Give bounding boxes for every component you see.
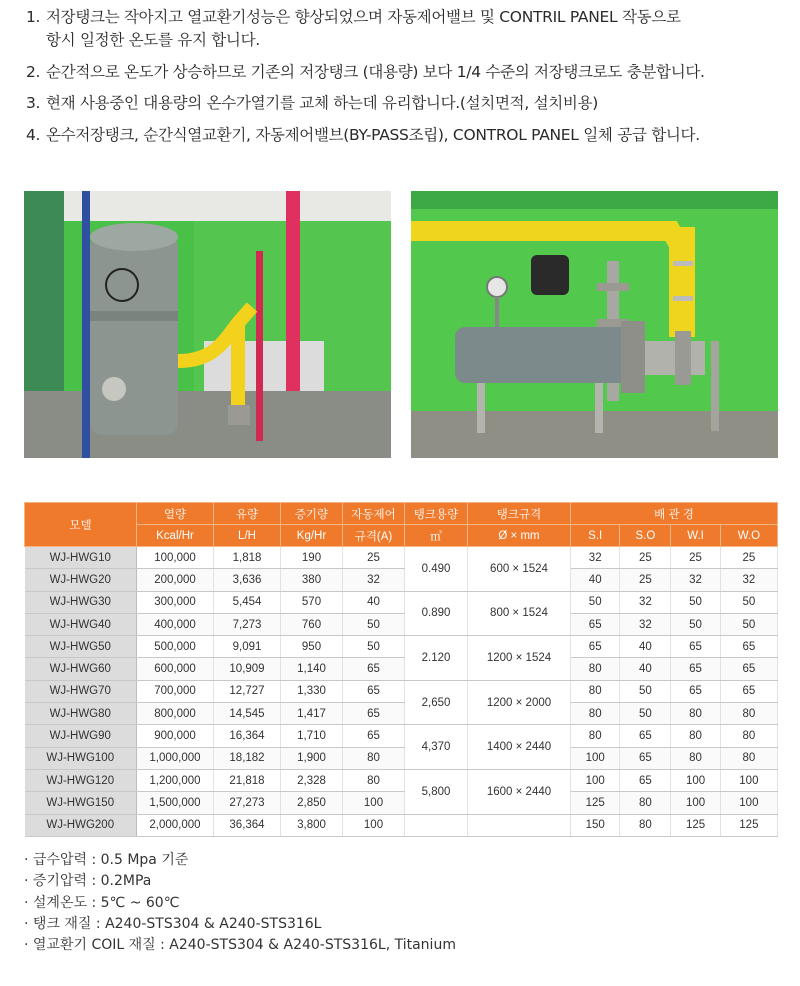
cell-model: WJ-HWG60 — [25, 658, 137, 680]
cell-tank-spec: 1200 × 1524 — [468, 636, 571, 681]
cell-so: 50 — [620, 703, 671, 725]
cell-valve: 50 — [343, 613, 405, 635]
cell-model: WJ-HWG10 — [25, 547, 137, 569]
cell-flow: 5,454 — [214, 591, 281, 613]
cell-model: WJ-HWG20 — [25, 569, 137, 591]
cell-flow: 10,909 — [214, 658, 281, 680]
cell-wi: 65 — [671, 680, 720, 702]
cell-model: WJ-HWG120 — [25, 769, 137, 791]
cell-tank-cap: 2.120 — [405, 636, 468, 681]
cell-wo: 65 — [720, 636, 777, 658]
cell-si: 100 — [571, 769, 620, 791]
cell-si: 65 — [571, 613, 620, 635]
cell-wo: 65 — [720, 658, 777, 680]
spec-coil-material: · 열교환기 COIL 재질 : A240-STS304 & A240-STS316L, Titanium — [24, 937, 456, 954]
spec-design-temp: · 설계온도 : 5℃ ~ 60℃ — [24, 894, 180, 911]
cell-wo: 125 — [720, 814, 777, 836]
unit-valve: 규격(A) — [343, 525, 405, 547]
cell-model: WJ-HWG80 — [25, 703, 137, 725]
cell-heat: 500,000 — [137, 636, 214, 658]
cell-so: 65 — [620, 769, 671, 791]
cell-steam: 1,710 — [281, 725, 343, 747]
spec-water-pressure: · 급수압력 : 0.5 Mpa 기준 — [24, 852, 189, 868]
cell-tank-cap: 0.890 — [405, 591, 468, 636]
cell-wi: 65 — [671, 636, 720, 658]
cell-heat: 1,500,000 — [137, 792, 214, 814]
cell-heat: 400,000 — [137, 613, 214, 635]
unit-flow: L/H — [214, 525, 281, 547]
cell-si: 80 — [571, 725, 620, 747]
cell-steam: 2,328 — [281, 769, 343, 791]
cell-so: 65 — [620, 747, 671, 769]
cell-wi: 65 — [671, 658, 720, 680]
cell-wi: 125 — [671, 814, 720, 836]
cell-heat: 1,200,000 — [137, 769, 214, 791]
cell-tank-spec: 800 × 1524 — [468, 591, 571, 636]
table-row — [25, 725, 778, 747]
cell-steam: 1,417 — [281, 703, 343, 725]
cell-heat: 100,000 — [137, 547, 214, 569]
cell-wi: 80 — [671, 747, 720, 769]
unit-wo: W.O — [720, 525, 777, 547]
cell-heat: 900,000 — [137, 725, 214, 747]
header-tank-cap: 탱크용량 — [405, 503, 468, 525]
table-row — [25, 747, 778, 769]
cell-heat: 800,000 — [137, 703, 214, 725]
note-2: 2. 순간적으로 온도가 상승하므로 기존의 저장탱크 (대용량) 보다 1/4 수준의 저장탱크로도 충분합니다. — [26, 62, 705, 81]
cell-si: 150 — [571, 814, 620, 836]
cell-steam: 950 — [281, 636, 343, 658]
table-header-row — [25, 503, 778, 525]
cell-heat: 2,000,000 — [137, 814, 214, 836]
cell-si: 100 — [571, 747, 620, 769]
heat-exchanger-photo — [411, 191, 778, 458]
table-row — [25, 658, 778, 680]
cell-valve: 100 — [343, 792, 405, 814]
spec-tank-material: · 탱크 재질 : A240-STS304 & A240-STS316L — [24, 915, 322, 932]
cell-so: 50 — [620, 680, 671, 702]
cell-valve: 80 — [343, 747, 405, 769]
cell-valve: 25 — [343, 547, 405, 569]
unit-si: S.I — [571, 525, 620, 547]
cell-model: WJ-HWG90 — [25, 725, 137, 747]
cell-so: 25 — [620, 569, 671, 591]
table-row — [25, 680, 778, 702]
cell-valve: 100 — [343, 814, 405, 836]
cell-steam: 1,330 — [281, 680, 343, 702]
cell-heat: 1,000,000 — [137, 747, 214, 769]
cell-si: 80 — [571, 703, 620, 725]
table-row — [25, 569, 778, 591]
cell-steam: 760 — [281, 613, 343, 635]
cell-wo: 100 — [720, 769, 777, 791]
cell-tank-spec: 1200 × 2000 — [468, 680, 571, 725]
cell-flow: 14,545 — [214, 703, 281, 725]
table-row — [25, 613, 778, 635]
cell-steam: 190 — [281, 547, 343, 569]
cell-model: WJ-HWG30 — [25, 591, 137, 613]
table-row — [25, 703, 778, 725]
cell-valve: 40 — [343, 591, 405, 613]
cell-wi: 25 — [671, 547, 720, 569]
cell-flow: 12,727 — [214, 680, 281, 702]
header-model: 모델 — [25, 503, 137, 547]
cell-heat: 700,000 — [137, 680, 214, 702]
cell-flow: 3,636 — [214, 569, 281, 591]
cell-steam: 1,900 — [281, 747, 343, 769]
cell-valve: 50 — [343, 636, 405, 658]
cell-valve: 65 — [343, 658, 405, 680]
table-row — [25, 769, 778, 791]
cell-tank-cap: 0.490 — [405, 547, 468, 592]
cell-si: 80 — [571, 658, 620, 680]
cell-model: WJ-HWG100 — [25, 747, 137, 769]
cell-wi: 100 — [671, 792, 720, 814]
cell-wo: 50 — [720, 591, 777, 613]
cell-flow: 21,818 — [214, 769, 281, 791]
unit-tank-cap: ㎥ — [405, 525, 468, 547]
cell-flow: 1,818 — [214, 547, 281, 569]
cell-so: 32 — [620, 613, 671, 635]
header-tank-spec: 탱크규격 — [468, 503, 571, 525]
table-row — [25, 814, 778, 836]
note-1: 1. 저장탱크는 작아지고 열교환기성능은 향상되었으며 자동제어밸브 및 CONTRIL PANEL 작동으로 항시 일정한 온도를 유지 합니다. — [26, 8, 681, 49]
storage-tank-photo — [24, 191, 391, 458]
header-flow: 유량 — [214, 503, 281, 525]
cell-so: 65 — [620, 725, 671, 747]
cell-model: WJ-HWG200 — [25, 814, 137, 836]
cell-wi: 100 — [671, 769, 720, 791]
cell-wo: 25 — [720, 547, 777, 569]
table-row — [25, 591, 778, 613]
cell-wi: 80 — [671, 703, 720, 725]
unit-wi: W.I — [671, 525, 720, 547]
cell-tank-spec: 1600 × 2440 — [468, 769, 571, 814]
unit-steam: Kg/Hr — [281, 525, 343, 547]
cell-tank-spec: 600 × 1524 — [468, 547, 571, 592]
cell-si: 40 — [571, 569, 620, 591]
cell-so: 25 — [620, 547, 671, 569]
cell-so: 32 — [620, 591, 671, 613]
unit-heat: Kcal/Hr — [137, 525, 214, 547]
cell-tank-cap: 2,650 — [405, 680, 468, 725]
cell-wi: 50 — [671, 591, 720, 613]
table-unit-row — [25, 525, 778, 547]
note-4: 4. 온수저장탱크, 순간식열교환기, 자동제어밸브(BY-PASS조립), CONTROL PANEL 일체 공급 합니다. — [26, 125, 700, 144]
cell-wo: 65 — [720, 680, 777, 702]
cell-valve: 65 — [343, 703, 405, 725]
spec-list — [24, 850, 456, 956]
cell-steam: 3,800 — [281, 814, 343, 836]
cell-valve: 80 — [343, 769, 405, 791]
note-3: 3. 현재 사용중인 대용량의 온수가열기를 교체 하는데 유리합니다.(설치면적, 설치비용) — [26, 94, 599, 112]
cell-flow: 27,273 — [214, 792, 281, 814]
cell-wi: 32 — [671, 569, 720, 591]
cell-model: WJ-HWG40 — [25, 613, 137, 635]
cell-model: WJ-HWG150 — [25, 792, 137, 814]
unit-so: S.O — [620, 525, 671, 547]
table-row — [25, 636, 778, 658]
cell-steam: 380 — [281, 569, 343, 591]
cell-heat: 300,000 — [137, 591, 214, 613]
cell-wo: 100 — [720, 792, 777, 814]
cell-si: 80 — [571, 680, 620, 702]
feature-notes — [26, 6, 796, 155]
cell-tank-spec — [468, 814, 571, 836]
cell-wo: 50 — [720, 613, 777, 635]
header-heat: 열량 — [137, 503, 214, 525]
cell-flow: 7,273 — [214, 613, 281, 635]
cell-steam: 2,850 — [281, 792, 343, 814]
cell-tank-cap: 4,370 — [405, 725, 468, 770]
cell-so: 80 — [620, 792, 671, 814]
cell-so: 40 — [620, 658, 671, 680]
cell-valve: 32 — [343, 569, 405, 591]
cell-valve: 65 — [343, 725, 405, 747]
table-row — [25, 547, 778, 569]
cell-flow: 36,364 — [214, 814, 281, 836]
cell-si: 50 — [571, 591, 620, 613]
model-spec-table — [24, 502, 778, 837]
cell-wi: 80 — [671, 725, 720, 747]
cell-heat: 200,000 — [137, 569, 214, 591]
cell-si: 32 — [571, 547, 620, 569]
cell-wo: 32 — [720, 569, 777, 591]
header-pipe: 배 관 경 — [571, 503, 778, 525]
cell-wo: 80 — [720, 703, 777, 725]
cell-so: 80 — [620, 814, 671, 836]
cell-steam: 1,140 — [281, 658, 343, 680]
table-body — [25, 547, 778, 837]
cell-flow: 18,182 — [214, 747, 281, 769]
unit-tank-spec: Ø × mm — [468, 525, 571, 547]
cell-wi: 50 — [671, 613, 720, 635]
cell-valve: 65 — [343, 680, 405, 702]
cell-wo: 80 — [720, 747, 777, 769]
header-valve: 자동제어 — [343, 503, 405, 525]
cell-so: 40 — [620, 636, 671, 658]
cell-flow: 16,364 — [214, 725, 281, 747]
cell-tank-spec: 1400 × 2440 — [468, 725, 571, 770]
cell-model: WJ-HWG70 — [25, 680, 137, 702]
cell-flow: 9,091 — [214, 636, 281, 658]
cell-steam: 570 — [281, 591, 343, 613]
cell-tank-cap — [405, 814, 468, 836]
cell-heat: 600,000 — [137, 658, 214, 680]
header-steam: 증기량 — [281, 503, 343, 525]
table-row — [25, 792, 778, 814]
spec-steam-pressure: · 증기압력 : 0.2MPa — [24, 873, 152, 890]
cell-si: 125 — [571, 792, 620, 814]
cell-si: 65 — [571, 636, 620, 658]
cell-model: WJ-HWG50 — [25, 636, 137, 658]
cell-tank-cap: 5,800 — [405, 769, 468, 814]
cell-wo: 80 — [720, 725, 777, 747]
